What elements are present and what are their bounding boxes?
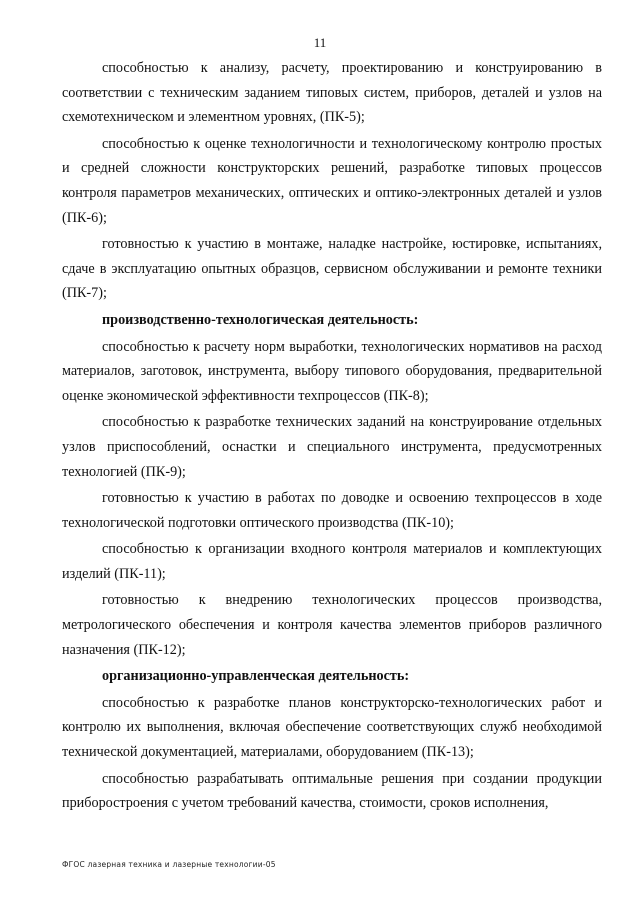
paragraph-pk10: готовностью к участию в работах по доводке и освоению техпроцессов в ходе технологической подготовки оптического производства (ПК-10);: [62, 490, 602, 531]
paragraph-pk13: способностью к разработке планов конструкторско-технологических работ и контролю их выполнения, включая обеспечение соответствующих служб необходимой технической документацией, материалами, оборудованием (ПК-13);: [62, 694, 602, 761]
paragraph-pk7: готовностью к участию в монтаже, наладке настройке, юстировке, испытаниях, сдаче в эксплуатацию опытных образцов, сервисном обслуживании и ремонте техники (ПК-7);: [62, 236, 602, 302]
paragraph-pk6: способностью к оценке технологичности и технологическому контролю простых и средней сложности конструкторских решений, разработке типовых процессов контроля параметров механических, оптических и оптико-электронных деталей и узлов (ПК-6);: [62, 135, 602, 226]
paragraph-pk12: готовностью к внедрению технологических процессов производства, метрологического обеспечения и контроля качества элементов приборов различного назначения (ПК-12);: [62, 592, 602, 658]
paragraph-pk11: способностью к организации входного контроля материалов и комплектующих изделий (ПК-11);: [62, 541, 602, 582]
paragraph-pk9: способностью к разработке технических заданий на конструирование отдельных узлов приспособлений, оснастки и специального инструмента, предусмотренных технологией (ПК-9);: [62, 414, 602, 480]
paragraph-pk5: способностью к анализу, расчету, проектированию и конструированию в соответствии с техническим заданием типовых систем, приборов, деталей и узлов на схемотехническом и элементном уровнях, (ПК-5);: [62, 60, 602, 126]
document-body: [62, 56, 602, 818]
section-heading-management: организационно-управленческая деятельность:: [102, 668, 410, 685]
section-heading-production: производственно-технологическая деятельность:: [102, 311, 419, 328]
paragraph-optimal-solutions: способностью разрабатывать оптимальные решения при создании продукции приборостроения с учетом требований качества, стоимости, сроков исполнения,: [62, 770, 602, 812]
page-footer: ФГОС лазерная техника и лазерные технологии-05: [62, 860, 276, 869]
page-number: 11: [313, 35, 327, 50]
paragraph-pk8: способностью к расчету норм выработки, технологических нормативов на расход материалов, заготовок, инструмента, выбору типового оборудования, предварительной оценке экономической эффективности техпроцессов (ПК-8);: [62, 338, 602, 404]
